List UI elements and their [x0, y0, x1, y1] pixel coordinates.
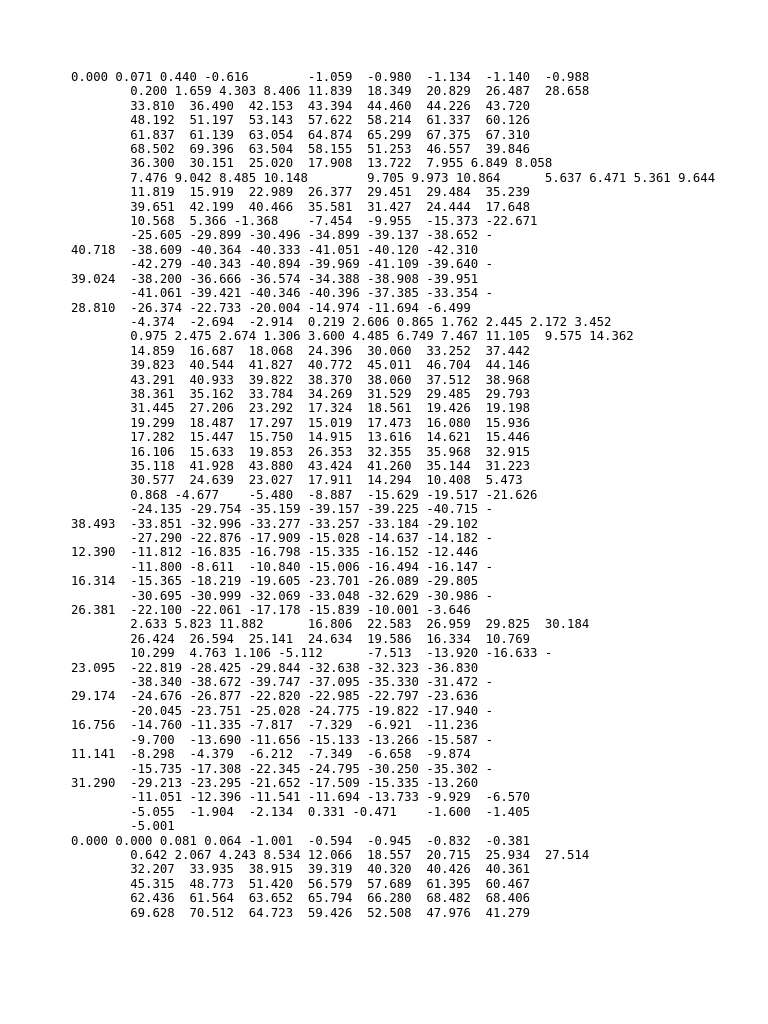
data-line: -9.700 -13.690 -11.656 -15.133 -13.266 -15.587 -	[71, 732, 493, 747]
data-line: -5.055 -1.904 -2.134 0.331 -0.471 -1.600 -1.405	[71, 804, 531, 819]
data-line: 17.282 15.447 15.750 14.915 13.616 14.621 15.446	[71, 430, 531, 445]
data-line: 16.314 -15.365 -18.219 -19.605 -23.701 -26.089 -29.805	[71, 574, 479, 589]
data-line: 39.651 42.199 40.466 35.581 31.427 24.444 17.648	[71, 199, 531, 214]
data-line: 0.642 2.067 4.243 8.534 12.066 18.557 20.715 25.934 27.514	[71, 847, 590, 862]
data-line: 0.975 2.475 2.674 1.306 3.600 4.485 6.749 7.467 11.105 9.575 14.362	[71, 329, 634, 344]
data-line: 40.718 -38.609 -40.364 -40.333 -41.051 -40.120 -42.310	[71, 242, 479, 257]
data-line: 38.361 35.162 33.784 34.269 31.529 29.485 29.793	[71, 386, 531, 401]
data-line: 23.095 -22.819 -28.425 -29.844 -32.638 -32.323 -36.830	[71, 660, 479, 675]
data-line: 0.000 0.000 0.081 0.064 -1.001 -0.594 -0.945 -0.832 -0.381	[71, 833, 531, 848]
data-line: 45.315 48.773 51.420 56.579 57.689 61.395 60.467	[71, 876, 531, 891]
data-line: -15.735 -17.308 -22.345 -24.795 -30.250 -35.302 -	[71, 761, 493, 776]
data-line: 38.493 -33.851 -32.996 -33.277 -33.257 -33.184 -29.102	[71, 516, 479, 531]
data-line: 35.118 41.928 43.880 43.424 41.260 35.144 31.223	[71, 458, 531, 473]
data-line: 14.859 16.687 18.068 24.396 30.060 33.252 37.442	[71, 343, 531, 358]
data-line: 61.837 61.139 63.054 64.874 65.299 67.375 67.310	[71, 127, 531, 142]
data-line: 36.300 30.151 25.020 17.908 13.722 7.955 6.849 8.058	[71, 156, 553, 171]
data-line: 10.299 4.763 1.106 -5.112 -7.513 -13.920 -16.633 -	[71, 646, 553, 661]
data-line: 39.823 40.544 41.827 40.772 45.011 46.704 44.146	[71, 358, 531, 373]
data-line: -5.001	[71, 819, 175, 834]
data-line: 31.290 -29.213 -23.295 -21.652 -17.509 -15.335 -13.260	[71, 775, 479, 790]
data-line: -41.061 -39.421 -40.346 -40.396 -37.385 -33.354 -	[71, 286, 493, 301]
data-line: 11.819 15.919 22.989 26.377 29.451 29.484 35.239	[71, 185, 531, 200]
data-line: 19.299 18.487 17.297 15.019 17.473 16.080 15.936	[71, 415, 531, 430]
data-line: 28.810 -26.374 -22.733 -20.004 -14.974 -11.694 -6.499	[71, 300, 471, 315]
data-line: -27.290 -22.876 -17.909 -15.028 -14.637 -14.182 -	[71, 531, 493, 545]
data-line: 31.445 27.206 23.292 17.324 18.561 19.426 19.198	[71, 401, 531, 416]
data-line: 0.200 1.659 4.303 8.406 11.839 18.349 20.829 26.487 28.658	[71, 84, 590, 99]
data-line: 33.810 36.490 42.153 43.394 44.460 44.226 43.720	[71, 98, 531, 113]
data-line: 48.192 51.197 53.143 57.622 58.214 61.337 60.126	[71, 113, 531, 128]
data-line: 26.381 -22.100 -22.061 -17.178 -15.839 -10.001 -3.646	[71, 603, 471, 618]
data-line: 62.436 61.564 63.652 65.794 66.280 68.482 68.406	[71, 891, 531, 906]
data-line: -24.135 -29.754 -35.159 -39.157 -39.225 -40.715 -	[71, 502, 493, 517]
data-line: 2.633 5.823 11.882 16.806 22.583 26.959 29.825 30.184	[71, 617, 590, 632]
data-line: 16.756 -14.760 -11.335 -7.817 -7.329 -6.921 -11.236	[71, 718, 479, 733]
numeric-data-text	[71, 70, 761, 920]
data-line: 43.291 40.933 39.822 38.370 38.060 37.512 38.968	[71, 372, 531, 387]
data-line: 7.476 9.042 8.485 10.148 9.705 9.973 10.864 5.637 6.471 5.361 9.644	[71, 170, 716, 185]
data-line: 16.106 15.633 19.853 26.353 32.355 35.968 32.915	[71, 444, 531, 459]
data-line: -11.051 -12.396 -11.541 -11.694 -13.733 -9.929 -6.570	[71, 790, 531, 805]
data-line: 29.174 -24.676 -26.877 -22.820 -22.985 -22.797 -23.636	[71, 689, 479, 704]
data-line: 32.207 33.935 38.915 39.319 40.320 40.426 40.361	[71, 862, 531, 877]
data-line: 10.568 5.366 -1.368 -7.454 -9.955 -15.373 -22.671	[71, 214, 538, 229]
data-line: -11.800 -8.611 -10.840 -15.006 -16.494 -16.147 -	[71, 559, 493, 574]
data-line: -20.045 -23.751 -25.028 -24.775 -19.822 -17.940 -	[71, 703, 493, 718]
data-line: -30.695 -30.999 -32.069 -33.048 -32.629 -30.986 -	[71, 588, 493, 603]
data-line: -4.374 -2.694 -2.914 0.219 2.606 0.865 1.762 2.445 2.172 3.452	[71, 314, 612, 329]
data-line: 39.024 -38.200 -36.666 -36.574 -34.388 -38.908 -39.951	[71, 271, 479, 286]
data-line: 0.868 -4.677 -5.480 -8.887 -15.629 -19.517 -21.626	[71, 487, 538, 502]
data-line: 11.141 -8.298 -4.379 -6.212 -7.349 -6.658 -9.874	[71, 747, 471, 762]
data-line: -42.279 -40.343 -40.894 -39.969 -41.109 -39.640 -	[71, 257, 493, 272]
data-line: 0.000 0.071 0.440 -0.616 -1.059 -0.980 -1.134 -1.140 -0.988	[71, 70, 590, 84]
data-line: 12.390 -11.812 -16.835 -16.798 -15.335 -16.152 -12.446	[71, 545, 479, 560]
data-line: -25.605 -29.899 -30.496 -34.899 -39.137 -38.652 -	[71, 228, 493, 243]
data-line: 69.628 70.512 64.723 59.426 52.508 47.976 41.279	[71, 905, 531, 920]
data-line: 26.424 26.594 25.141 24.634 19.586 16.334 10.769	[71, 631, 531, 646]
data-line: 30.577 24.639 23.027 17.911 14.294 10.408 5.473	[71, 473, 523, 488]
data-line: 68.502 69.396 63.504 58.155 51.253 46.557 39.846	[71, 142, 531, 157]
data-line: -38.340 -38.672 -39.747 -37.095 -35.330 -31.472 -	[71, 675, 493, 690]
